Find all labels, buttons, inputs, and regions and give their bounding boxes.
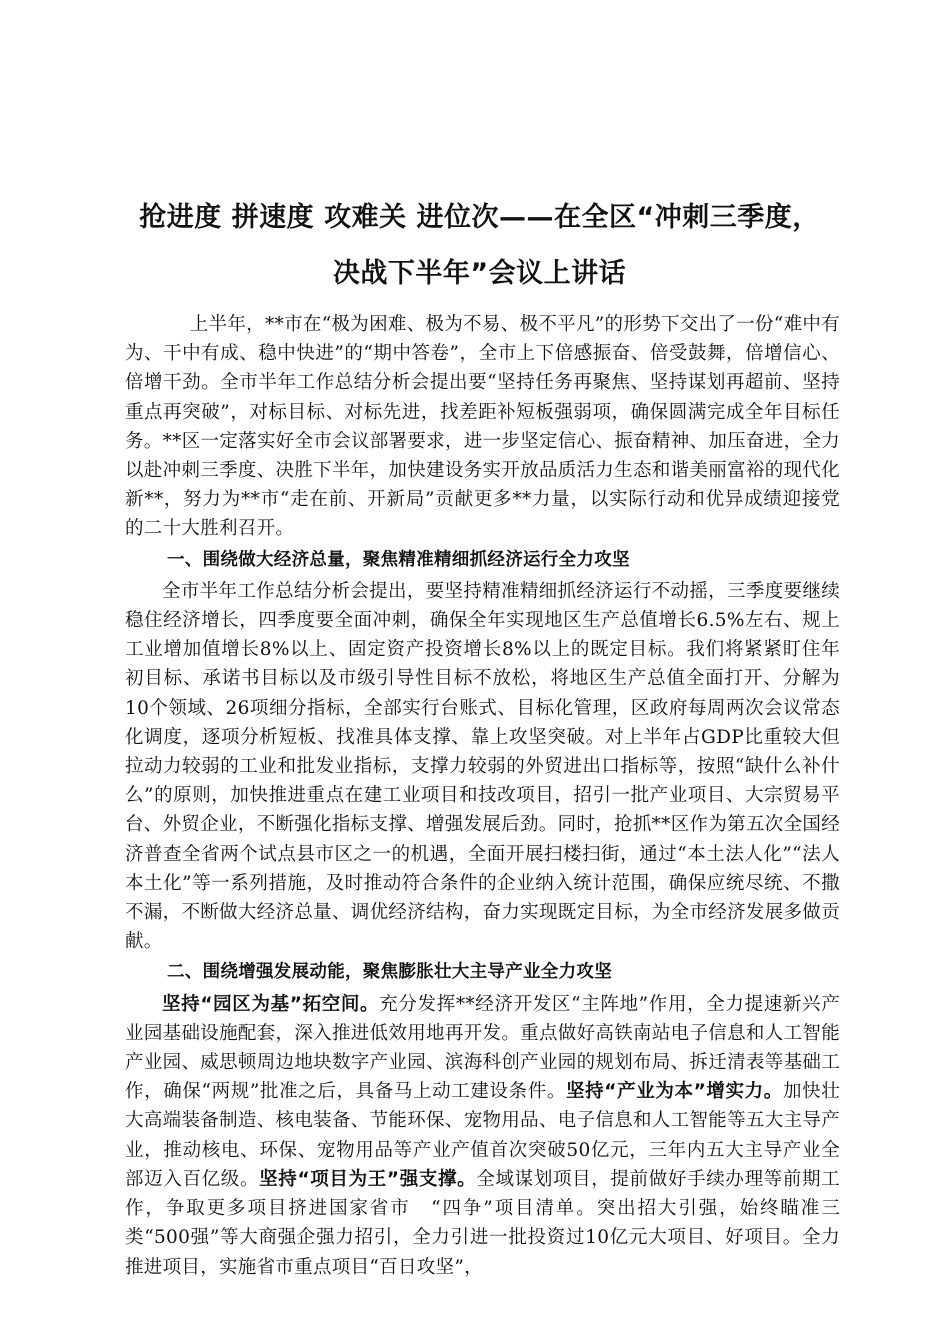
intro-paragraph: 上半年，**市在“极为困难、极为不易、极不平凡”的形势下交出了一份“难中有为、干中有成、稳中快进”的“期中答卷”，全市上下倍感振奋、倍受鼓舞，倍增信心、倍增干劲。全市半年工作总结分析会提出要“坚持任务再聚焦、坚持谋划再超前、坚持重点再突破”，对标目标、对标先进，找差距补短板强弱项，确保圆满完成全年目标任务。**区一定落实好全市会议部署要求，进一步坚定信心、振奋精神、加压奋进，全力以赴冲刺三季度、决胜下半年，加快建设务实开放品质活力生态和谐美丽富裕的现代化新**，努力为**市“走在前、开新局”贡献更多**力量，以实际行动和优异成绩迎接党的二十大胜利召开。 (125, 314, 840, 540)
title-line-2: 决战下半年”会议上讲话 (332, 258, 627, 289)
document-page (125, 190, 840, 1282)
section-2-text-2: 加快壮大高端装备制造、核电装备、节能环保、宠物用品、电子信息和人工智能等五大主导产业，推动核电、环保、宠物用品等产业产值首次突破50亿元，三年内五大主导产业全部迈入百亿级。 (125, 1081, 840, 1190)
section-2-text-3: 全域谋划项目，提前做好手续办理等前期工作，争取更多项目挤进国家省市 “四争”项目清单。突出招大引强，始终瞄准三类“500强”等大商强企强力招引，全力引进一批投资过10亿元大项目、好项目。全力推进项目，实施省市重点项目“百日攻坚”， (125, 1168, 841, 1278)
section-1-heading: 一、围绕做大经济总量，聚焦精准精细抓经济运行全力攻坚 (167, 549, 630, 570)
section-1-body: 全市半年工作总结分析会提出，要坚持精准精细抓经济运行不动摇，三季度要继续稳住经济增长，四季度要全面冲刺，确保全年实现地区生产总值增长6.5%左右、规上工业增加值增长8%以上、固定资产投资增长8%以上的既定目标。我们将紧紧盯住年初目标、承诺书目标以及市级引导性目标不放松，将地区生产总值全面打开、分解为10个领域、26项细分指标，全部实行台账式、目标化管理，区政府每周两次会议常态化调度，逐项分析短板、找准具体支撑、靠上攻坚突破。对上半年占GDP比重较大但拉动力较弱的工业和批发业指标，支撑力较弱的外贸进出口指标等，按照“缺什么补什么”的原则，加快推进重点在建工业项目和技改项目，招引一批产业项目、大宗贸易平台、外贸企业，不断强化指标支撑、增强发展后劲。同时，抢抓**区作为第五次全国经济普查全省两个试点县市区之一的机遇，全面开展扫楼扫街，通过“本土法人化”“法人本土化”等一系列措施，及时推动符合条件的企业纳入统计范围，确保应统尽统、不撒不漏，不断做大经济总量、调优经济结构，奋力实现既定目标，为全市经济发展多做贡献。 (125, 580, 840, 953)
lead-phrase-2: 坚持“产业为本”增实力。 (566, 1081, 783, 1103)
lead-phrase-1: 坚持“园区为基”拓空间。 (162, 993, 380, 1015)
title-line-1: 抢进度 拼速度 攻难关 进位次——在全区“冲刺三季度， (139, 202, 820, 233)
section-2-text-1: 充分发挥**经济开发区“主阵地”作用，全力提速新兴产业园基础设施配套，深入推进低效用地再开发。重点做好高铁南站电子信息和人工智能产业园、威思顿周边地块数字产业园、滨海科创产业园的规划布局、拆迁清表等基础工作，确保“两规”批准之后，具备马上动工建设条件。 (125, 993, 841, 1103)
section-2-body (125, 990, 840, 1282)
lead-phrase-3: 坚持“项目为王”强支撑。 (259, 1168, 477, 1190)
section-2-heading: 二、围绕增强发展动能，聚焦膨胀壮大主导产业全力攻坚 (167, 962, 612, 983)
document-title (119, 190, 840, 302)
